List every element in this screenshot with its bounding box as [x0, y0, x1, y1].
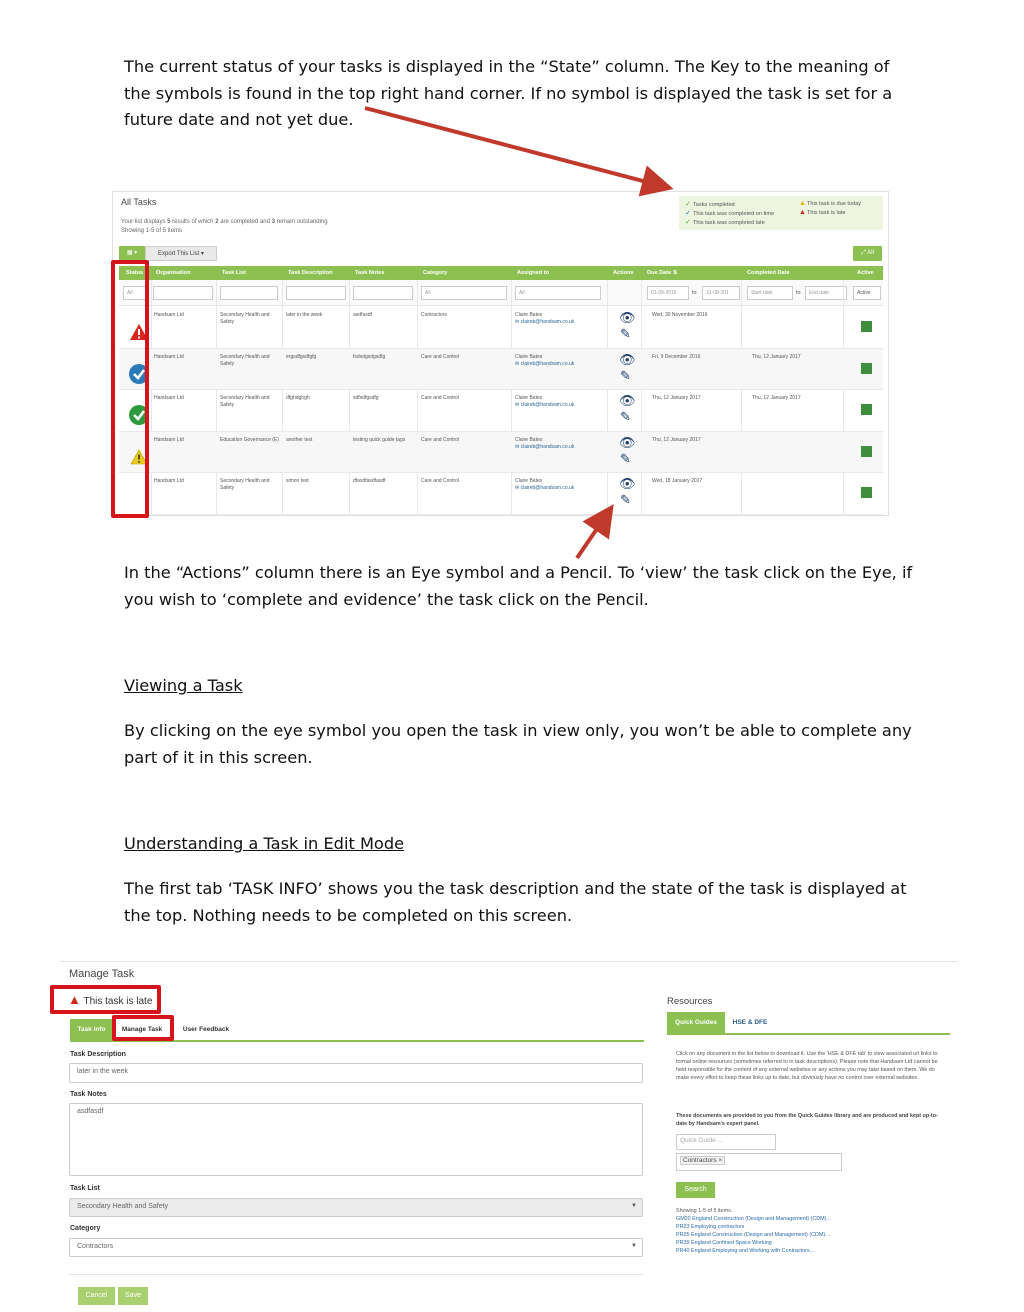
cell-organisation: Handsam Ltd	[154, 436, 184, 443]
category-label: Category	[70, 1225, 101, 1232]
cell-description: ergsdfgsdfgfg	[286, 353, 317, 360]
task-list-filter[interactable]	[220, 286, 278, 300]
cell-category: Care and Control	[421, 436, 460, 443]
paragraph-edit-mode: The first tab ‘TASK INFO’ shows you the task description and the state of the task is displayed at the top. Nothing needs to be completed on this screen.	[124, 879, 907, 925]
manage-task-screenshot	[60, 961, 958, 1312]
task-list-label: Task List	[70, 1185, 100, 1192]
summary-outstanding: 3	[271, 219, 275, 225]
organisation-filter[interactable]	[153, 286, 213, 300]
resources-title: Resources	[667, 996, 713, 1007]
task-description-label: Task Description	[70, 1051, 126, 1058]
completed-from-filter[interactable]: Start date	[747, 286, 793, 300]
paragraph-viewing-task: By clicking on the eye symbol you open the task in view only, you won’t be able to complete any part of it in this screen.	[124, 721, 912, 767]
cell-email[interactable]: ✉ claireb@handsam.co.uk	[515, 402, 575, 409]
resource-link[interactable]: PR25 England Construction (Design and Management) (CDM)...	[676, 1232, 830, 1238]
cell-task-list: Secondary Health and Safety	[220, 478, 270, 492]
resource-link[interactable]: PR23 Employing contractors	[676, 1224, 745, 1230]
table-row[interactable]	[119, 307, 883, 349]
cell-task-list: Education Governance (E)	[220, 436, 279, 443]
pencil-icon[interactable]: ✎	[620, 367, 631, 383]
heading-edit-mode: Understanding a Task in Edit Mode	[124, 834, 405, 853]
summary-text: results of which	[172, 219, 214, 225]
cell-notes: dfasdfasdfasdf	[353, 478, 386, 485]
table-header	[119, 266, 883, 280]
cell-description: dfghdghgh	[286, 395, 310, 402]
warning-icon: ▲	[68, 992, 81, 1007]
cell-category: Care and Control	[421, 478, 460, 485]
all-tasks-title: All Tasks	[121, 197, 157, 207]
tab-user-feedback[interactable]: User Feedback	[182, 1026, 230, 1033]
cell-organisation: Handsam Ltd	[154, 478, 184, 485]
to-label: to	[692, 290, 697, 296]
summary-text: are completed and	[220, 219, 270, 225]
cell-organisation: Handsam Ltd	[154, 395, 184, 402]
cell-assigned: Claire Bates	[515, 436, 543, 443]
tab-task-info[interactable]: Task Info	[70, 1019, 113, 1040]
task-description-filter[interactable]	[286, 286, 346, 300]
cell-email[interactable]: ✉ claireb@handsam.co.uk	[515, 319, 575, 325]
col-task-list[interactable]: Task List	[222, 270, 246, 276]
tab-manage-task[interactable]: Manage Task	[121, 1026, 163, 1033]
active-indicator	[861, 363, 872, 374]
task-list-select[interactable]	[69, 1198, 643, 1217]
quick-guide-search-input[interactable]: Quick Guide ...	[676, 1134, 776, 1150]
category-value: Contractors	[77, 1243, 114, 1250]
status-filter[interactable]: All	[123, 286, 147, 300]
key-label: This task is late	[807, 210, 846, 216]
key-label: This task is due today	[807, 201, 862, 207]
key-late-completed	[685, 218, 765, 226]
summary-count: 5	[167, 219, 171, 225]
all-tasks-summary	[121, 218, 328, 236]
showing-text: Showing 1-5 of 5 items	[121, 228, 183, 234]
active-indicator	[861, 404, 872, 415]
eye-icon[interactable]: 👁	[619, 434, 636, 450]
export-list-button[interactable]: Export This List ▾	[145, 246, 217, 261]
resources-info: Click on any document in the list below to download it. Use the 'HSE & DFE tab' to view associated url links to formal online resources (sometimes referred to in task descriptions). Please note that Handsam Ltd cannot be held responsible for the content of any external websites or any actions you may take based on them. We do make every effort to keep these links up to date, but obviously have no control over external websites.	[676, 1051, 938, 1081]
cell-due-date: Wed, 30 November 2016	[652, 312, 708, 318]
cell-notes: testing quick guide tags	[353, 436, 406, 443]
check-icon: ✓	[685, 210, 691, 217]
tab-quick-guides[interactable]: Quick Guides	[667, 1012, 725, 1033]
col-task-description[interactable]: Task Description	[288, 270, 333, 276]
arrow-to-actions	[577, 514, 607, 558]
contractors-tag[interactable]: Contractors ×	[680, 1156, 725, 1165]
key-on-time	[685, 209, 774, 217]
summary-text: remain outstanding	[276, 219, 328, 225]
due-to-filter[interactable]: 31-08-201	[702, 286, 740, 300]
pencil-icon[interactable]: ✎	[620, 409, 631, 425]
cell-task-list: Secondary Health and Safety	[220, 312, 270, 325]
cell-due-date: Thu, 12 January 2017	[652, 395, 701, 402]
pencil-icon[interactable]: ✎	[620, 326, 631, 341]
intro-paragraph-status: The current status of your tasks is displayed in the “State” column. The Key to the meaning of the symbols is found in the top right hand corner. If no symbol is displayed the task is set for a future date and not yet due.	[124, 57, 893, 129]
resources-showing: Showing 1-5 of 5 items.	[676, 1208, 733, 1214]
check-icon: ✓	[685, 219, 691, 226]
all-tasks-screenshot	[112, 191, 889, 516]
cell-description: simon test	[286, 478, 309, 485]
resources-provided: These documents are provided to you from the Quick Guides library and are produced and kept up-to-date by Handsam's expert panel.	[676, 1113, 938, 1127]
warning-icon: ▲	[799, 200, 806, 207]
resource-link[interactable]: PR40 England Employing and Working with Contractors...	[676, 1248, 815, 1254]
filter-row	[119, 280, 883, 306]
key-completed	[685, 200, 735, 208]
tab-hse-dfe[interactable]: HSE & DFE	[732, 1019, 768, 1026]
col-status[interactable]: Status	[126, 270, 144, 276]
resource-link[interactable]: PR39 England Confined Space Working	[676, 1240, 772, 1246]
check-icon: ✓	[685, 201, 691, 208]
active-indicator	[861, 321, 872, 332]
grid-view-button[interactable]: ▦ ▾	[119, 246, 145, 261]
category-filter[interactable]: All	[421, 286, 507, 300]
cell-task-list: Secondary Health and Safety	[220, 353, 270, 367]
cancel-button[interactable]: Cancel	[78, 1287, 115, 1305]
task-state-highlight	[50, 985, 161, 1014]
task-description-field[interactable]: later in the week	[69, 1063, 643, 1083]
to-label: to	[796, 290, 801, 296]
col-category[interactable]: Category	[423, 270, 448, 276]
cell-category: Care and Control	[421, 353, 460, 360]
key-label: This task was completed on time	[693, 211, 775, 217]
pencil-icon[interactable]: ✎	[620, 450, 631, 466]
key-due-today	[799, 200, 861, 207]
search-button[interactable]: Search	[676, 1182, 715, 1198]
col-organisation[interactable]: Organisation	[156, 270, 191, 276]
cell-due-date: Thu, 12 January 2017	[652, 436, 701, 443]
manage-task-title: Manage Task	[69, 968, 135, 980]
cell-description: another test	[286, 436, 313, 443]
col-actions: Actions	[613, 270, 634, 276]
col-due-date[interactable]: Due Date ⇅	[647, 270, 678, 276]
table-row[interactable]	[119, 390, 883, 432]
col-task-notes[interactable]: Task Notes	[355, 270, 385, 276]
resource-link[interactable]: GM20 England Construction (Design and Management) (CDM)...	[676, 1216, 831, 1222]
completed-to-filter[interactable]: End date	[805, 286, 847, 300]
eye-icon[interactable]: 👁	[619, 310, 636, 325]
warning-icon: ▲	[799, 209, 806, 216]
table-row[interactable]	[119, 473, 883, 515]
cell-category: Care and Control	[421, 395, 460, 402]
cell-notes: fsdsdgsdgsdfg	[353, 353, 386, 360]
task-state-label: This task is late	[83, 996, 153, 1007]
save-button[interactable]: Save	[118, 1287, 148, 1305]
summary-completed: 2	[215, 219, 219, 225]
status-column-highlight	[111, 260, 149, 518]
eye-icon[interactable]: 👁	[619, 476, 636, 492]
cell-completed-date: Thu, 12 January 2017	[752, 353, 801, 360]
col-assigned[interactable]: Assigned to	[517, 270, 550, 276]
resources-tab-divider	[667, 1033, 950, 1035]
cell-email[interactable]: ✉ claireb@handsam.co.uk	[515, 485, 575, 492]
cell-email[interactable]: ✉ claireb@handsam.co.uk	[515, 443, 575, 450]
task-notes-label: Task Notes	[70, 1091, 107, 1098]
task-list-value: Secondary Health and Safety	[77, 1203, 169, 1210]
due-from-filter[interactable]: 01-09-2016	[647, 286, 689, 300]
form-divider	[69, 1274, 643, 1275]
chevron-down-icon: ▼	[631, 1243, 637, 1249]
cell-organisation: Handsam Ltd	[154, 353, 184, 360]
eye-icon[interactable]: 👁	[619, 393, 636, 409]
cell-assigned: Claire Bates	[515, 312, 543, 318]
intro-paragraph-actions: In the “Actions” column there is an Eye symbol and a Pencil. To ‘view’ the task click on the Eye, if you wish to ‘complete and evidence’ the task click on the Pencil.	[124, 563, 913, 609]
col-active[interactable]: Active	[857, 270, 874, 276]
active-indicator	[861, 487, 872, 498]
cell-completed-date: Thu, 12 January 2017	[752, 395, 801, 402]
cell-assigned: Claire Bates	[515, 353, 543, 360]
category-select[interactable]	[69, 1238, 643, 1257]
cell-notes: asdfasdf	[353, 312, 372, 318]
key-label: This task was completed late	[693, 220, 765, 226]
assigned-filter[interactable]: All	[515, 286, 601, 300]
cell-due-date: Wed, 18 January 2017	[652, 478, 703, 485]
cell-task-list: Secondary Health and Safety	[220, 395, 270, 409]
key-is-late	[799, 209, 846, 216]
pencil-icon[interactable]: ✎	[620, 492, 631, 508]
heading-viewing-task: Viewing a Task	[124, 676, 243, 695]
manage-task-tab-highlight	[112, 1015, 174, 1041]
active-filter[interactable]: Active	[853, 286, 881, 300]
key-label: Tasks completed	[693, 202, 735, 208]
cell-assigned: Claire Bates	[515, 395, 543, 402]
expand-all-button[interactable]: ⤢ All	[853, 246, 882, 261]
active-indicator	[861, 446, 872, 457]
summary-text: Your list displays	[121, 219, 166, 225]
table-row[interactable]	[119, 349, 883, 391]
tag-input[interactable]	[676, 1153, 842, 1171]
task-notes-field[interactable]: asdfasdf	[69, 1103, 643, 1176]
cell-description: later in the week	[286, 312, 323, 318]
chevron-down-icon: ▼	[631, 1203, 637, 1209]
cell-email[interactable]: ✉ claireb@handsam.co.uk	[515, 360, 575, 367]
cell-notes: sdfsdfgsdfg	[353, 395, 379, 402]
cell-category: Contractors	[421, 312, 447, 318]
cell-assigned: Claire Bates	[515, 478, 543, 485]
table-row[interactable]	[119, 432, 883, 474]
task-notes-filter[interactable]	[353, 286, 413, 300]
status-key	[679, 196, 883, 230]
cell-organisation: Handsam Ltd	[154, 312, 184, 318]
cell-due-date: Fri, 9 December 2016	[652, 353, 701, 360]
col-completed-date[interactable]: Completed Date	[747, 270, 790, 276]
eye-icon[interactable]: 👁	[619, 351, 636, 367]
